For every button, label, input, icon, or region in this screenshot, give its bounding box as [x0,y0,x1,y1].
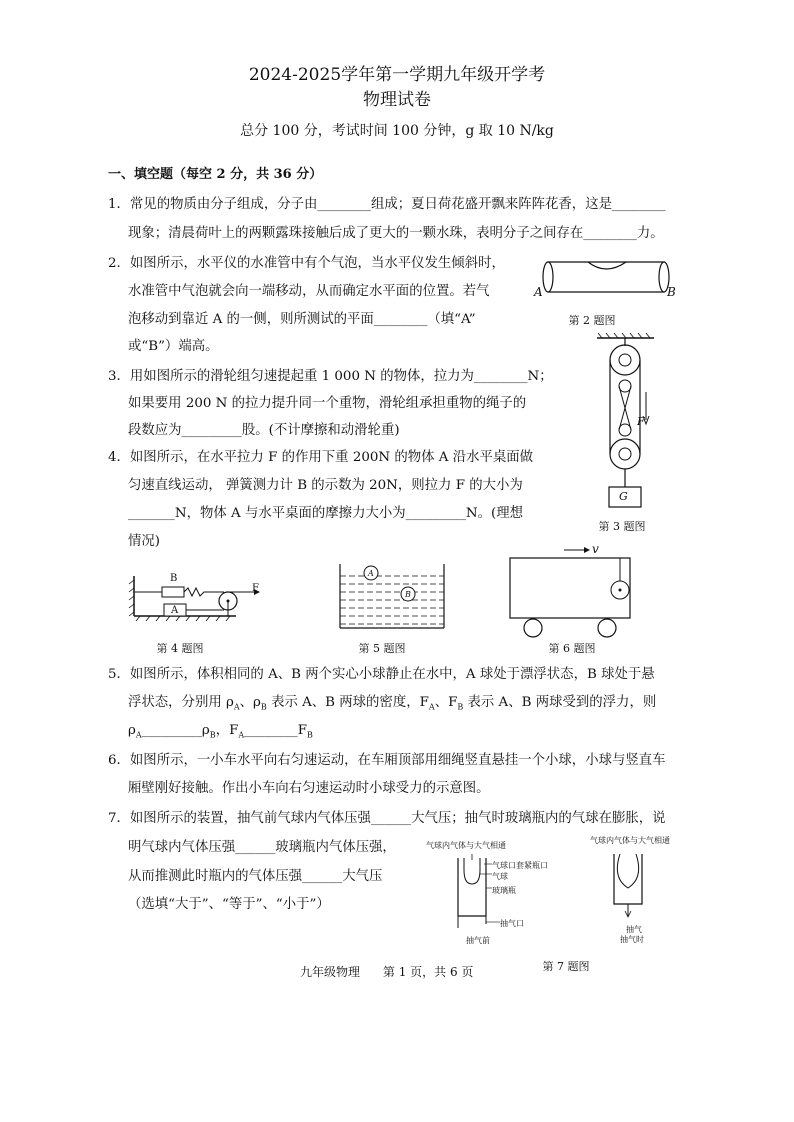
q1-line1: 1．常见的物质由分子组成，分子由________组成；夏日荷花盛开飘来阵阵花香，这是________ [108,197,666,212]
fig7-label-balloon: 气球 [492,872,508,881]
fig7-label-before: 抽气前 [466,936,490,945]
fig2-level-tube [536,256,686,301]
q3-line3: 段数应为_________股。(不计摩擦和动滑轮重) [128,423,400,438]
fig6-cart [506,540,636,640]
fig5-water-container [338,562,448,632]
q4-line1: 4．如图所示，在水平拉力 F 的作用下重 200N 的物体 A 沿水平桌面做 [108,450,534,465]
q7-line4: （选填“大于”、“等于”、“小于”） [128,897,330,912]
q3-line1: 3．用如图所示的滑轮组匀速提起重 1 000 N 的物体，拉力为________N； [108,369,553,384]
q5-line2: 浮状态，分别用 $\rho_A$、$\rho_B$ 表示 A、B 两球的密度，$F_A$、$F_B$ 表示 A、B 两球受到的浮力，则 [128,695,657,712]
q4-line3: _______N，物体 A 与水平桌面的摩擦力大小为_________N。(理想 [128,506,523,521]
q1-line2: 现象；清晨荷叶上的两颗露珠接触后成了更大的一颗水珠，表明分子之间存在________力。 [128,226,664,241]
fig6-caption: 第 6 题图 [548,642,596,655]
fig7-caption: 第 7 题图 [542,960,590,973]
q6-line1: 6．如图所示，一小车水平向右匀速运动，在车厢顶部用细绳竖直悬挂一个小球，小球与竖直车 [108,753,666,768]
fig4-spring-scale [126,570,271,628]
fig4-label-b: B [170,573,178,584]
fig5-label-b: B [405,590,411,599]
fig4-label-a: A [171,605,179,616]
q2-line1: 2．如图所示，水平仪的水准管中有个气泡，当水平仪发生倾斜时， [108,256,505,271]
fig7-label-bottle: 玻璃瓶 [492,886,516,895]
q4-line2: 匀速直线运动， 弹簧测力计 B 的示数为 20N，则拉力 F 的大小为 [128,478,523,493]
page-footer: 九年级物理 第 1 页，共 6 页 [300,965,474,979]
q3-line2: 如果要用 200 N 的拉力提升同一个重物，滑轮组承担重物的绳子的 [128,396,527,411]
q2-line2: 水准管中气泡就会向一端移动，从而确定水平面的位置。若气 [128,284,490,299]
exam-title: 2024-2025学年第一学期九年级开学考 [248,65,546,85]
q4-line4: 情况) [128,534,161,549]
fig2-label-a: A [534,285,543,299]
fig7-label-during: 抽气时 [620,935,644,944]
fig7-bottle-during [604,848,664,918]
fig3-pulley-system [592,332,662,512]
exam-subject: 物理试卷 [363,90,431,110]
exam-info: 总分 100 分，考试时间 100 分钟，g 取 10 N/kg [240,123,554,139]
fig2-caption: 第 2 题图 [568,314,616,327]
q2-line4: 或“B”）端高。 [128,339,219,354]
section-heading: 一、填空题（每空 2 分，共 36 分） [108,167,323,182]
fig7-label-pump: 抽气 [626,925,642,934]
q6-line2: 厢壁刚好接触。作出小车向右匀速运动时小球受力的示意图。 [128,781,490,796]
q7-line3: 从而推测此时瓶内的气体压强______大气压 [128,869,383,884]
fig7-left-top-label: 气球内气体与大气相通 [426,841,506,850]
fig5-label-a: A [368,569,374,578]
fig3-label-f: F [637,415,645,428]
q5-line1: 5．如图所示，体积相同的 A、B 两个实心小球静止在水中，A 球处于漂浮状态，B 球处于悬 [108,667,655,682]
fig3-label-g: G [619,490,628,503]
fig4-label-f: F [252,583,259,594]
q5-line3: $\rho_A\_\_\_\_\_\_\_\_\_\rho_B$，$F_A\_\_\_\_\_\_\_\_F_B$ [128,723,313,740]
fig4-caption: 第 4 题图 [156,642,204,655]
q2-line3: 泡移动到靠近 A 的一侧，则所测试的平面________（填“A” [128,312,476,327]
fig7-label-outlet: 抽气口 [500,919,524,928]
fig3-caption: 第 3 题图 [598,520,646,533]
fig7-right-top-label: 气球内气体与大气相通 [590,836,670,845]
fig6-label-v: v [592,542,599,556]
q7-line1: 7．如图所示的装置，抽气前气球内气体压强______大气压；抽气时玻璃瓶内的气球在膨胀，说 [108,811,666,826]
fig2-label-b: B [667,285,676,299]
fig7-label-neck: 气球口套紧瓶口 [492,861,548,870]
q7-line2: 明气球内气体压强______玻璃瓶内气体压强， [128,840,396,855]
fig5-caption: 第 5 题图 [358,642,406,655]
